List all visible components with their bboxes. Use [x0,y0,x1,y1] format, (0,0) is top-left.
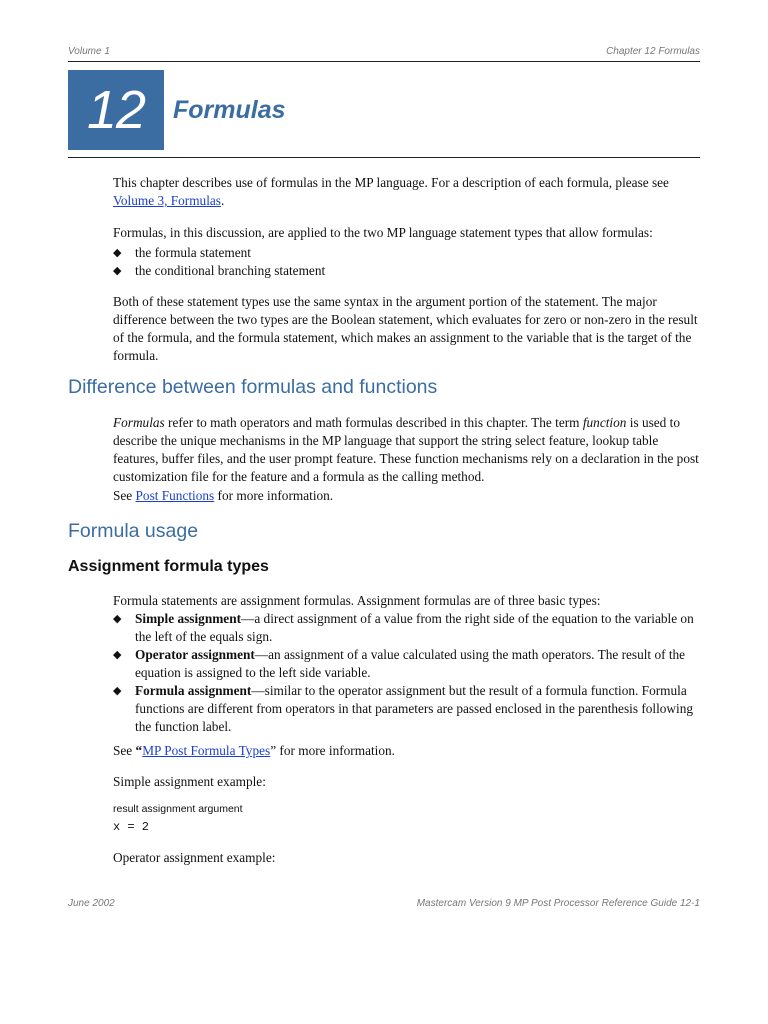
diamond-bullet-icon: ◆ [113,685,122,697]
subheading-assignment-types: Assignment formula types [68,558,269,575]
list-item: ◆ Formula assignment—similar to the operator assignment but the result of a formula function. Formula functions are different from operators in that parameters are passed enclosed in the parenthesis following the function label. [113,683,694,734]
statement-type-list [113,244,703,280]
section-heading-difference: Difference between formulas and functions [68,376,438,398]
intro-paragraph-1: This chapter describes use of formulas in the MP language. For a description of each formula, please see Volume 3, Formulas. [113,175,669,208]
diamond-bullet-icon: ◆ [113,265,122,277]
difference-paragraph-2: See Post Functions for more information. [113,488,334,503]
running-header-right: Chapter 12 Formulas [606,46,700,57]
difference-paragraph-1: Formulas refer to math operators and math formulas described in this chapter. The term function is used to describe the unique mechanisms in the MP language that support the string select feature, lookup table features, buffer files, and the user prompt feature. These function mechanisms rely on a declaration in the post customization file for the feature and a formula as the calling method. [113,415,699,484]
diamond-bullet-icon: ◆ [113,613,122,625]
footer-date: June 2002 [68,898,115,909]
list-item: ◆ Operator assignment—an assignment of a value calculated using the math operators. The result of the equation is assigned to the left side variable. [113,647,686,680]
see-formula-types-paragraph: See “MP Post Formula Types” for more information. [113,743,395,758]
example-code: x = 2 [113,820,150,834]
list-item: ◆ Simple assignment—a direct assignment of a value from the right side of the equation to the variable on the left of the equals sign. [113,611,694,644]
example-column-labels: result assignment argument [113,803,243,815]
simple-example-label: Simple assignment example: [113,774,266,789]
footer-guide-title: Mastercam Version 9 MP Post Processor Reference Guide 12-1 [416,898,700,909]
chapter-number: 12 [86,80,146,140]
section-heading-formula-usage: Formula usage [68,520,199,542]
assignment-paragraph: Formula statements are assignment formulas. Assignment formulas are of three basic types: [113,593,601,608]
assignment-type-list [113,610,703,736]
operator-example-label: Operator assignment example: [113,850,276,865]
mp-post-formula-types-link[interactable]: MP Post Formula Types [142,743,271,758]
intro-paragraph-2: Formulas, in this discussion, are applied to the two MP language statement types that allow formulas: [113,225,653,240]
chapter-number-box [68,70,164,150]
diamond-bullet-icon: ◆ [113,649,122,661]
header-rule [68,61,700,62]
post-functions-link[interactable]: Post Functions [135,488,215,503]
volume3-formulas-link[interactable]: Volume 3, Formulas [113,193,221,208]
chapter-title: Formulas [173,96,286,124]
chapter-rule [68,157,700,158]
list-item: ◆ the conditional branching statement [113,263,326,278]
diamond-bullet-icon: ◆ [113,247,122,259]
intro-paragraph-3: Both of these statement types use the same syntax in the argument portion of the statement. The major difference between the two types are the Boolean statement, which evaluates for zero or non-zero in the result of the formula, and the formula statement, which makes an assignment to the variable that is the target of the formula. [113,294,698,363]
running-header-left: Volume 1 [68,46,110,57]
list-item: ◆ the formula statement [113,245,251,260]
